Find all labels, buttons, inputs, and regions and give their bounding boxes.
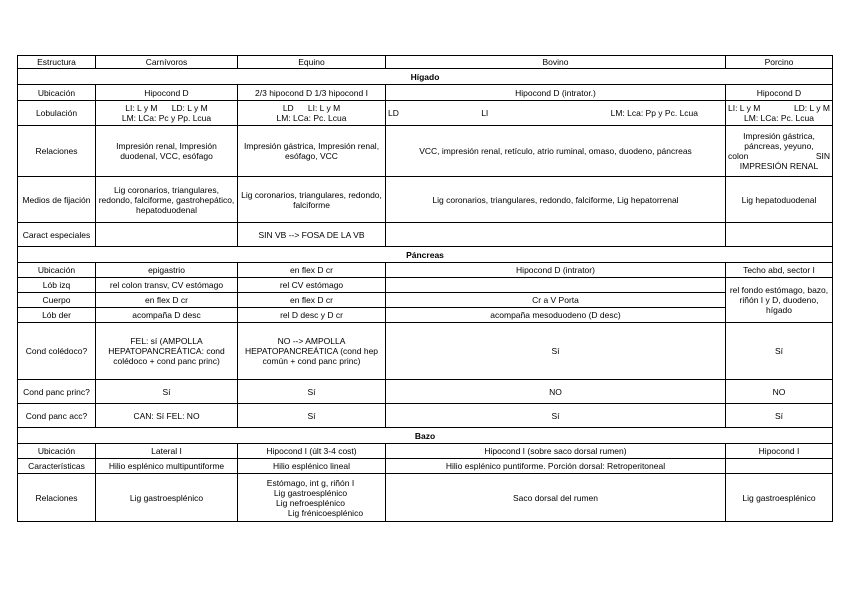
header-porcino: Porcino (726, 56, 833, 69)
cell-carnivoros: en flex D cr (96, 293, 238, 308)
cell-equino: Lig coronarios, triangulares, redondo, falciforme (238, 177, 386, 223)
cell-carnivoros: Lig coronarios, triangulares, redondo, falciforme, gastrohepático, hepatoduodenal (96, 177, 238, 223)
cell-bovino: Saco dorsal del rumen (386, 474, 726, 522)
cell-equino: Impresión gástrica, Impresión renal, esófago, VCC (238, 126, 386, 177)
row-label: Ubicación (18, 85, 96, 101)
cell-porcino: NO (726, 380, 833, 404)
text-line: LI: L y M (728, 103, 761, 113)
row-label: Relaciones (18, 474, 96, 522)
cell-equino: 2/3 hipocond D 1/3 hipocond I (238, 85, 386, 101)
cell-carnivoros: Hilio esplénico multipuntiforme (96, 459, 238, 474)
cell-bovino (386, 101, 726, 126)
cell-bovino (386, 278, 726, 293)
cell-carnivoros: Lig gastroesplénico (96, 474, 238, 522)
table-row (18, 278, 833, 293)
text-line: LD: L y M (171, 103, 208, 113)
text-line: LD: L y M (793, 103, 830, 113)
cell-bovino: NO (386, 380, 726, 404)
text-line: Lig gastroesplénico (273, 487, 348, 498)
cell-bovino: Hipocond D (intrator) (386, 263, 726, 278)
row-label: Cond colédoco? (18, 323, 96, 380)
table-row (18, 380, 833, 404)
text-line: LD (282, 103, 294, 113)
cell-bovino: acompaña mesoduodeno (D desc) (386, 308, 726, 323)
table-row (18, 404, 833, 428)
cell-carnivoros: Sí (96, 380, 238, 404)
cell-bovino: Lig coronarios, triangulares, redondo, falciforme, Lig hepatorrenal (386, 177, 726, 223)
cell-carnivoros: Lateral I (96, 444, 238, 459)
section-title-higado: Hígado (18, 69, 833, 85)
text-line: Lig nefroesplénico (276, 497, 345, 508)
cell-equino: en flex D cr (238, 263, 386, 278)
comparative-anatomy-table (17, 55, 833, 522)
cell-porcino: Lig hepatoduodenal (726, 177, 833, 223)
table-row (18, 459, 833, 474)
cell-porcino: Sí (726, 404, 833, 428)
table-row (18, 323, 833, 380)
row-label: Lób izq (18, 278, 96, 293)
section-title-pancreas: Páncreas (18, 247, 833, 263)
text-line: LI: L y M (307, 103, 341, 113)
table-row (18, 444, 833, 459)
cell-bovino: Hipocond D (intrator.) (386, 85, 726, 101)
cell-carnivoros: Impresión renal, Impresión duodenal, VCC, esófago (96, 126, 238, 177)
cell-equino: rel D desc y D cr (238, 308, 386, 323)
header-equino: Equino (238, 56, 386, 69)
cell-carnivoros: FEL: sí (AMPOLLA HEPATOPANCREÁTICA: cond colédoco + cond panc princ) (96, 323, 238, 380)
row-label: Relaciones (18, 126, 96, 177)
row-label: Caract especiales (18, 223, 96, 247)
cell-carnivoros: epigastrio (96, 263, 238, 278)
row-label: Cond panc princ? (18, 380, 96, 404)
cell-equino: rel CV estómago (238, 278, 386, 293)
cell-porcino: Sí (726, 323, 833, 380)
row-label: Cuerpo (18, 293, 96, 308)
cell-equino: Hilio esplénico lineal (238, 459, 386, 474)
cell-porcino: Hipocond D (726, 85, 833, 101)
cell-bovino: Cr a V Porta (386, 293, 726, 308)
header-bovino: Bovino (386, 56, 726, 69)
row-label: Lób der (18, 308, 96, 323)
cell-equino: Sí (238, 404, 386, 428)
text-line: LM: Lca: Pp y Pc. Lcua (610, 108, 698, 118)
text-line: SIN (815, 151, 830, 161)
table-row (18, 101, 833, 126)
table-row (18, 223, 833, 247)
cell-equino: Sí (238, 380, 386, 404)
cell-porcino: Techo abd, sector I (726, 263, 833, 278)
text-line: Lig frénicoesplénico (287, 507, 364, 518)
table-row (18, 177, 833, 223)
table-row (18, 474, 833, 522)
table-header-row (18, 56, 833, 69)
cell-carnivoros (96, 223, 238, 247)
cell-carnivoros: CAN: Sí FEL: NO (96, 404, 238, 428)
cell-bovino: Hipocond I (sobre saco dorsal rumen) (386, 444, 726, 459)
header-structure: Estructura (18, 56, 96, 69)
cell-equino: SIN VB --> FOSA DE LA VB (238, 223, 386, 247)
cell-equino: NO --> AMPOLLA HEPATOPANCREÁTICA (cond hep común + cond panc princ) (238, 323, 386, 380)
section-row-pancreas (18, 247, 833, 263)
table-row (18, 293, 833, 308)
row-label: Características (18, 459, 96, 474)
cell-bovino (386, 223, 726, 247)
row-label: Ubicación (18, 263, 96, 278)
section-row-bazo (18, 428, 833, 444)
text-line: LM: LCa: Pc. Lcua (744, 113, 814, 123)
text-line: LM: LCa: Pc y Pp. Lcua (121, 113, 212, 123)
text-line: IMPRESIÓN RENAL (739, 161, 819, 171)
cell-carnivoros: rel colon transv, CV estómago (96, 278, 238, 293)
cell-porcino: Lig gastroesplénico (726, 474, 833, 522)
text-line: colon (728, 151, 749, 161)
cell-bovino: Hilio esplénico puntiforme. Porción dorsal: Retroperitoneal (386, 459, 726, 474)
cell-equino (238, 474, 386, 522)
table-row (18, 263, 833, 278)
text-line: LM: LCa: Pc. Lcua (276, 113, 347, 123)
row-label: Cond panc acc? (18, 404, 96, 428)
cell-porcino (726, 223, 833, 247)
cell-carnivoros (96, 101, 238, 126)
text-line: Impresión gástrica, páncreas, yeyuno, (743, 131, 815, 151)
cell-bovino: VCC, impresión renal, retículo, atrio ruminal, omaso, duodeno, páncreas (386, 126, 726, 177)
text-line: LD (388, 108, 399, 118)
section-title-bazo: Bazo (18, 428, 833, 444)
cell-porcino-merged: rel fondo estómago, bazo, riñón I y D, duodeno, hígado (726, 278, 833, 323)
cell-porcino (726, 459, 833, 474)
cell-porcino (726, 126, 833, 177)
cell-equino: Hipocond I (últ 3-4 cost) (238, 444, 386, 459)
text-line: LI: L y M (125, 103, 158, 113)
section-row-higado (18, 69, 833, 85)
row-label: Ubicación (18, 444, 96, 459)
row-label: Lobulación (18, 101, 96, 126)
cell-bovino: Sí (386, 404, 726, 428)
cell-porcino (726, 101, 833, 126)
cell-carnivoros: Hipocond D (96, 85, 238, 101)
row-label: Medios de fijación (18, 177, 96, 223)
header-carnivoros: Carnívoros (96, 56, 238, 69)
cell-equino (238, 101, 386, 126)
text-line: LI (481, 108, 489, 118)
text-line: Estómago, int g, riñón I (266, 477, 355, 488)
cell-porcino: Hipocond I (726, 444, 833, 459)
cell-carnivoros: acompaña D desc (96, 308, 238, 323)
cell-equino: en flex D cr (238, 293, 386, 308)
table-row (18, 308, 833, 323)
table-row (18, 85, 833, 101)
table-row (18, 126, 833, 177)
cell-bovino: Sí (386, 323, 726, 380)
